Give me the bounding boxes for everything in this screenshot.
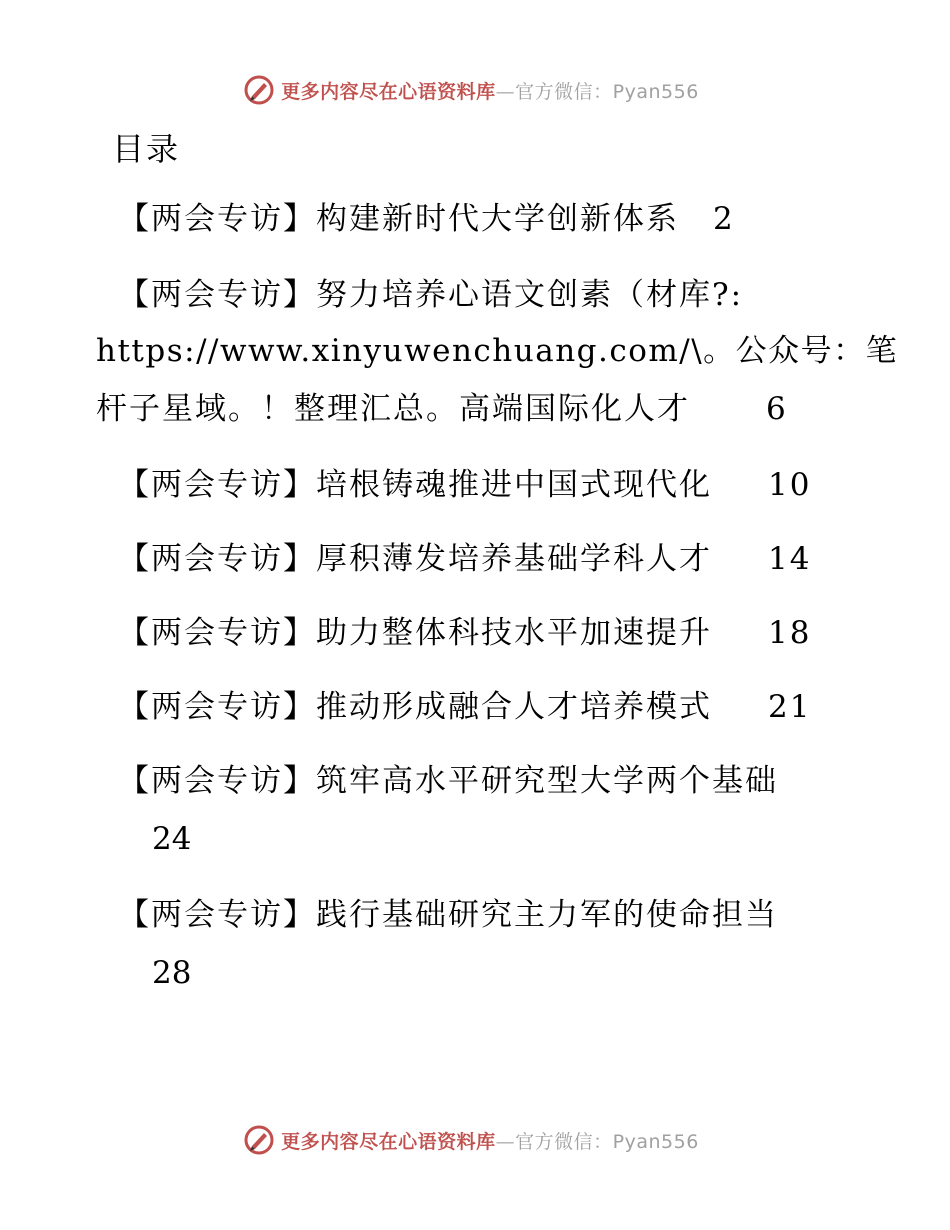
banner-wechat-text: 官方微信：Pyan556 (515, 80, 699, 103)
pen-logo-icon (243, 1124, 275, 1156)
banner-main-text: 更多内容尽在心语资料库 (281, 1130, 496, 1153)
toc-entry-text-line3: 杆子星域。！整理汇总。高端国际化人才 (96, 391, 690, 427)
toc-entry[interactable] (118, 678, 812, 736)
toc-entry-page: 21 (768, 689, 812, 725)
toc-entry-text: 【两会专访】厚积薄发培养基础学科人才 (118, 541, 712, 577)
pen-logo-icon (243, 74, 275, 106)
banner-separator: — (495, 1130, 516, 1153)
toc-entry-text: 【两会专访】践行基础研究主力军的使命担当 (118, 897, 778, 933)
toc-entry[interactable] (118, 886, 778, 944)
banner-separator: — (495, 80, 516, 103)
footer-banner (0, 1120, 950, 1160)
toc-entry-page: 6 (766, 391, 788, 427)
toc-entry-page: 24 (152, 821, 192, 857)
toc-entry-page: 10 (768, 467, 812, 503)
toc-entry-line3 (96, 380, 788, 438)
toc-entry-page: 2 (713, 201, 735, 237)
toc-entry-text: 【两会专访】助力整体科技水平加速提升 (118, 615, 712, 651)
toc-entry-text-line2: https://www.xinyuwenchuang.com/\。公众号：笔 (96, 333, 899, 369)
toc-title: 目录 (112, 130, 181, 168)
toc-entry[interactable] (118, 190, 735, 248)
banner-main-text: 更多内容尽在心语资料库 (281, 80, 496, 103)
toc-entry[interactable] (118, 604, 812, 662)
toc-entry-page: 28 (152, 955, 192, 991)
toc-entry[interactable] (118, 752, 778, 810)
toc-entry[interactable] (118, 456, 812, 514)
toc-entry-page: 18 (768, 615, 812, 651)
toc-entry-text: 【两会专访】推动形成融合人才培养模式 (118, 689, 712, 725)
banner-wechat-text: 官方微信：Pyan556 (515, 1130, 699, 1153)
toc-entry[interactable] (118, 266, 743, 324)
toc-entry-text: 【两会专访】筑牢高水平研究型大学两个基础 (118, 763, 778, 799)
toc-entry-text: 【两会专访】培根铸魂推进中国式现代化 (118, 467, 712, 503)
toc-entry[interactable] (118, 530, 812, 588)
toc-entry-text: 【两会专访】构建新时代大学创新体系 (118, 201, 679, 237)
toc-entry-page: 14 (768, 541, 812, 577)
header-banner (0, 70, 950, 110)
toc-entry-text-line1: 【两会专访】努力培养心语文创素（材库?: (118, 277, 744, 313)
